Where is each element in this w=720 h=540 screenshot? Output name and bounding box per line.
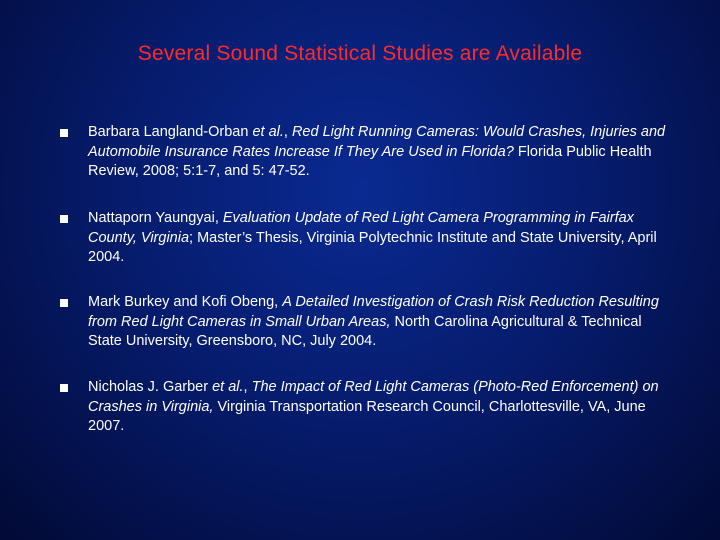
reference-authors: Mark Burkey and Kofi Obeng, <box>88 294 283 310</box>
reference-title: The Impact of Red Light Cameras (Photo-Red Enforcement) on Crashes in Virginia, <box>88 379 659 415</box>
reference-title: Red Light Running Cameras: Would Crashes, Injuries and Automobile Insurance Rates Increase If They Are Used in Florida? <box>88 124 666 160</box>
reference-details: North Carolina Agricultural & Technical State University, Greensboro, NC, July 2004. <box>88 313 642 349</box>
reference-details: Virginia Transportation Research Council, Charlottesville, VA, June 2007. <box>88 398 646 434</box>
reference-title: A Detailed Investigation of Crash Risk Reduction Resulting from Red Light Cameras in Small Urban Areas, <box>88 294 659 330</box>
reference-authors: Nicholas J. Garber <box>88 379 213 395</box>
square-bullet-icon <box>60 129 68 137</box>
reference-title: Evaluation Update of Red Light Camera Programming in Fairfax County, Virginia <box>88 210 634 246</box>
reference-authors-italic: et al. <box>212 379 244 395</box>
list-item <box>58 209 668 268</box>
reference-separator: , <box>243 379 252 395</box>
reference-details: ; Master’s Thesis, Virginia Polytechnic Institute and State University, April 2004. <box>88 229 657 265</box>
square-bullet-icon <box>60 384 68 392</box>
reference-separator: , <box>283 124 292 140</box>
square-bullet-icon <box>60 215 68 223</box>
reference-authors-italic: et al. <box>252 124 284 140</box>
list-item <box>58 293 668 352</box>
square-bullet-icon <box>60 299 68 307</box>
list-item <box>58 378 668 437</box>
reference-authors: Nattaporn Yaungyai, <box>88 210 223 226</box>
reference-authors: Barbara Langland-Orban <box>88 124 253 140</box>
reference-details: Florida Public Health Review, 2008; 5:1-7, and 5: 47-52. <box>88 143 652 179</box>
list-item <box>58 123 668 182</box>
slide-title: Several Sound Statistical Studies are Available <box>137 42 583 65</box>
